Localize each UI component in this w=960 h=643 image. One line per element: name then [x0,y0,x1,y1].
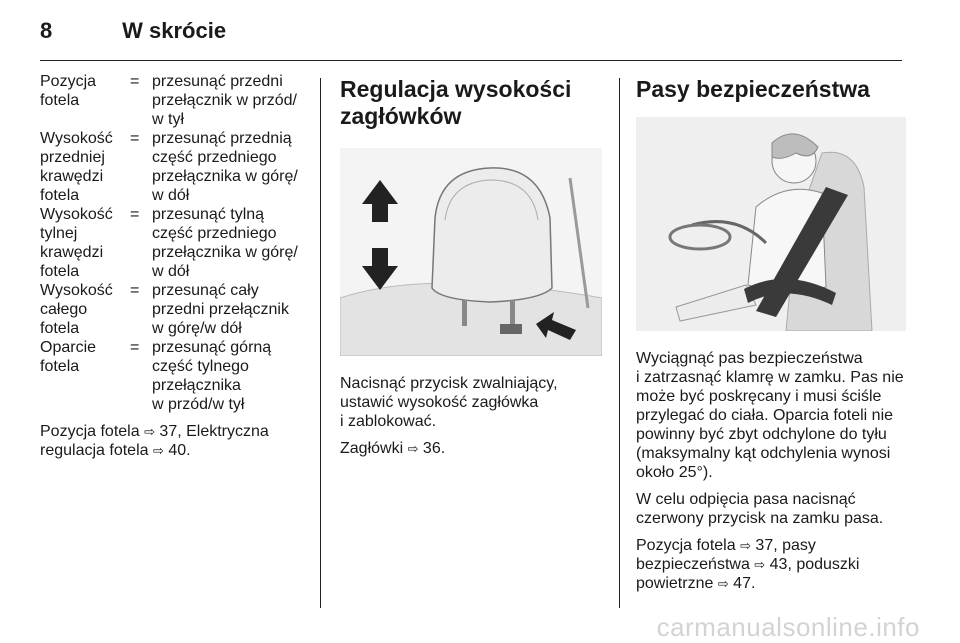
section-heading-headrest [340,76,602,130]
value-line: w dół [152,263,190,280]
key-line: krawędzi [40,168,104,185]
text-line: W celu odpięcia pasa nacisnąć [636,491,856,508]
seat-table-row [40,338,302,414]
page-title: W skrócie [122,18,227,43]
value-line: w tył [152,111,184,128]
seatbelt-release-instructions [636,490,906,528]
value-line: przełącznika w górę/ [152,244,298,261]
value-line: w przód/w tył [152,396,245,413]
value-line: przedni przełącznik [152,301,289,318]
text-line: Nacisnąć przycisk zwalniający, [340,375,558,392]
seat-table-value [152,129,302,205]
seat-adjustment-column [40,72,302,468]
seatbelt-reference [636,536,906,593]
watermark: carmanualsonline.info [656,612,920,642]
key-line: Wysokość [40,282,113,299]
ref-text: Zagłówki [340,440,408,457]
text-line: powinny być zbyt odchylone do tyłu [636,426,887,443]
ref-text: 40. [163,442,191,459]
seat-table-key [40,205,130,281]
value-line: przesunąć przednią [152,130,292,147]
column-divider-1 [320,78,321,608]
key-line: całego [40,301,88,318]
value-line: w dół [152,187,190,204]
ref-text: Pozycja fotela [636,537,741,554]
seat-table-key [40,72,130,129]
key-line: fotela [40,320,80,337]
key-line: Wysokość [40,206,113,223]
key-line: fotela [40,92,80,109]
ref-text: 47. [728,575,756,592]
heading-line: zagłówków [340,103,462,129]
equals-sign: = [130,130,140,147]
value-line: część przedniego [152,149,277,166]
text-line: (maksymalny kąt odchylenia wynosi [636,445,891,462]
seat-table-value [152,72,302,129]
key-line: tylnej [40,225,78,242]
value-line: przesunąć górną [152,339,272,356]
text-line: Wyciągnąć pas bezpieczeństwa [636,350,863,367]
value-line: przesunąć tylną [152,206,265,223]
value-line: przełącznik w przód/ [152,92,297,109]
value-line: przesunąć przedni [152,73,283,90]
value-line: część przedniego [152,225,277,242]
seat-table-row [40,129,302,205]
text-line: przylegać do ciała. Oparcia foteli nie [636,407,894,424]
ref-text: powietrzne [636,575,718,592]
text-line: i zablokować. [340,413,437,430]
ref-text: 37, pasy [750,537,816,554]
section-heading-seatbelts: Pasy bezpieczeństwa [636,76,870,102]
reference-arrow-icon: ⇨ [144,424,155,439]
headrest-instructions [340,374,602,431]
text-line: może być poskręcany i musi ściśle [636,388,882,405]
value-line: przełącznika [152,377,241,394]
value-line: przesunąć cały [152,282,259,299]
seat-table-value [152,205,302,281]
page-number: 8 [40,18,53,43]
header-rule [40,60,902,61]
column-divider-2 [619,78,620,608]
key-line: Oparcie [40,339,97,356]
heading-line: Regulacja wysokości [340,76,572,102]
text-line: ustawić wysokość zagłówka [340,394,539,411]
ref-text: regulacja fotela [40,442,153,459]
key-line: Wysokość [40,130,113,147]
seat-table-row [40,205,302,281]
ref-text: 43, poduszki [765,556,860,573]
seat-table-key [40,281,130,338]
equals-sign: = [130,339,140,356]
seatbelt-section [636,72,906,601]
key-line: fotela [40,263,80,280]
equals-sign: = [130,73,140,90]
seat-table-value [152,281,302,338]
headrest-reference [340,439,602,458]
reference-arrow-icon: ⇨ [407,441,419,456]
seat-table-value [152,338,302,414]
value-line: przełącznika w górę/ [152,168,298,185]
seat-table-key [40,338,130,414]
seat-reference [40,422,302,460]
ref-text: 36. [418,440,446,457]
seat-table-row [40,72,302,129]
seatbelt-instructions [636,349,906,482]
page-header [40,18,226,44]
ref-text: Pozycja fotela [40,423,145,440]
text-line: około 25°). [636,464,713,481]
key-line: fotela [40,187,80,204]
equals-sign: = [130,282,140,299]
ref-text: 37, Elektryczna [154,423,269,440]
value-line: w górę/w dół [152,320,242,337]
headrest-section [340,72,602,466]
text-line: czerwony przycisk na zamku pasa. [636,510,884,527]
reference-arrow-icon: ⇨ [740,538,751,553]
reference-arrow-icon: ⇨ [717,576,729,591]
ref-text: bezpieczeństwa [636,556,755,573]
seat-table [40,72,302,414]
value-line: część tylnego [152,358,249,375]
equals-sign: = [130,206,140,223]
reference-arrow-icon: ⇨ [152,443,164,458]
seatbelt-illustration [636,117,906,331]
reference-arrow-icon: ⇨ [754,557,766,572]
key-line: fotela [40,358,80,375]
key-line: Pozycja [40,73,97,90]
seat-table-row [40,281,302,338]
key-line: przedniej [40,149,105,166]
key-line: krawędzi [40,244,104,261]
headrest-illustration [340,148,602,356]
seat-table-key [40,129,130,205]
text-line: i zatrzasnąć klamrę w zamku. Pas nie [636,369,904,386]
